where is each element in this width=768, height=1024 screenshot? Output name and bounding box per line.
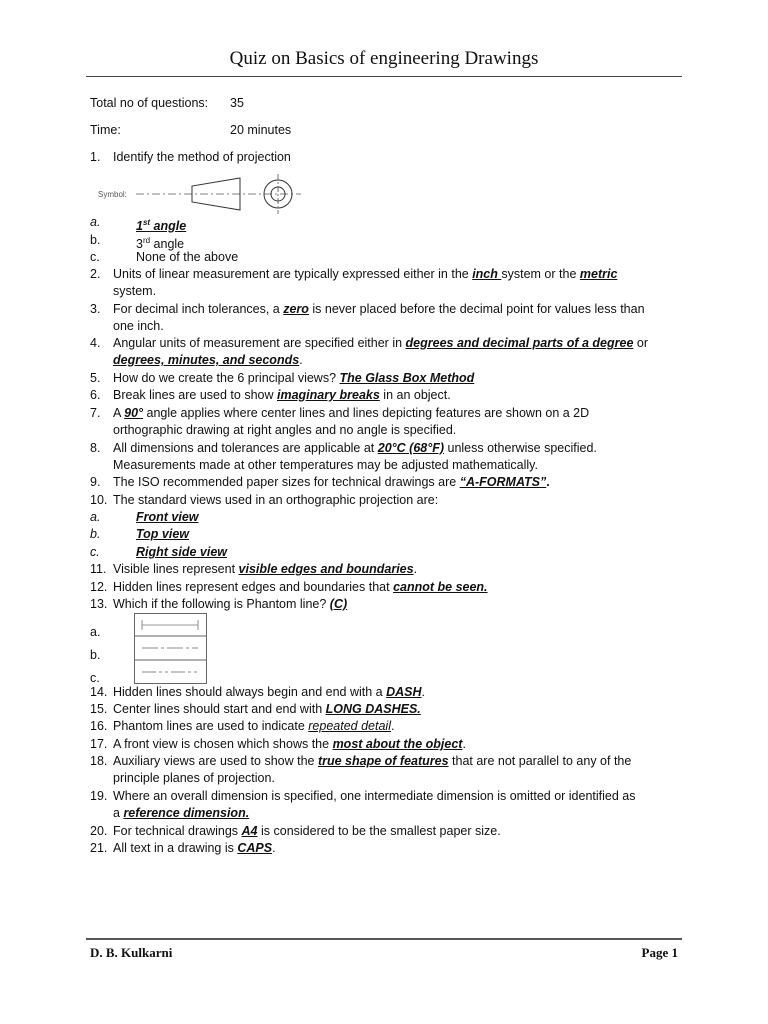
option-text: Top view — [136, 527, 190, 541]
question-text: Center lines should start and end with LONG DASHES. — [113, 702, 421, 716]
question-text: Visible lines represent visible edges and boundaries. — [113, 562, 418, 576]
question-number: 3. — [90, 302, 101, 316]
question-text: Break lines are used to show imaginary breaks in an object. — [113, 388, 451, 402]
question-text: For decimal inch tolerances, a zero is never placed before the decimal point for values less than — [113, 302, 645, 316]
question-text: A 90° angle applies where center lines and lines depicting features are shown on a 2D — [113, 406, 590, 420]
question-text: Hidden lines represent edges and boundaries that cannot be seen. — [113, 580, 488, 594]
question-text: All text in a drawing is CAPS. — [113, 841, 276, 855]
question-number: 17. — [90, 737, 108, 751]
question-text: Which if the following is Phantom line? (C) — [113, 597, 348, 611]
option-letter: c. — [90, 250, 100, 264]
question-text: degrees, minutes, and seconds. — [113, 353, 303, 367]
question-text: one inch. — [113, 319, 164, 333]
questions-label: Total no of questions: — [90, 96, 209, 110]
page-title: Quiz on Basics of engineering Drawings — [229, 48, 539, 69]
question-text: All dimensions and tolerances are applicable at 20°C (68°F) unless otherwise specified. — [113, 441, 597, 455]
question-text: Hidden lines should always begin and end with a DASH. — [113, 685, 426, 699]
option-letter: a. — [90, 510, 101, 524]
question-number: 9. — [90, 475, 101, 489]
question-text: Where an overall dimension is specified, one intermediate dimension is omitted or identified as — [113, 789, 636, 803]
question-number: 1. — [90, 150, 101, 164]
questions-value: 35 — [230, 96, 244, 110]
option-letter: b. — [90, 233, 101, 247]
question-number: 20. — [90, 824, 108, 838]
question-number: 13. — [90, 597, 108, 611]
question-number: 15. — [90, 702, 108, 716]
question-number: 2. — [90, 267, 101, 281]
question-text: Phantom lines are used to indicate repeated detail. — [113, 719, 395, 733]
question-text: The standard views used in an orthographic projection are: — [113, 493, 439, 507]
question-number: 7. — [90, 406, 101, 420]
question-number: 8. — [90, 441, 101, 455]
line-types-figure — [134, 613, 208, 685]
question-text: The ISO recommended paper sizes for technical drawings are “A-FORMATS”. — [113, 475, 550, 489]
question-number: 6. — [90, 388, 101, 402]
option-letter: b. — [90, 527, 101, 541]
question-text: Identify the method of projection — [113, 150, 291, 164]
question-number: 21. — [90, 841, 108, 855]
footer-page-number: Page 1 — [641, 945, 678, 960]
option-text: 1st angle — [136, 218, 187, 234]
option-letter: a. — [90, 625, 101, 639]
question-text: Auxiliary views are used to show the true shape of features that are not parallel to any of the — [113, 754, 632, 768]
question-text: For technical drawings A4 is considered to be the smallest paper size. — [113, 824, 501, 838]
symbol-label: Symbol: — [98, 190, 127, 199]
time-label: Time: — [90, 123, 121, 137]
option-text: Front view — [136, 510, 199, 524]
question-number: 4. — [90, 336, 101, 350]
option-text: None of the above — [136, 250, 239, 264]
option-text: Right side view — [136, 545, 227, 559]
question-text: orthographic drawing at right angles and no angle is specified. — [113, 423, 457, 437]
question-number: 10. — [90, 493, 108, 507]
question-number: 16. — [90, 719, 108, 733]
title-rule — [86, 76, 682, 77]
footer-author: D. B. Kulkarni — [90, 945, 173, 960]
question-number: 14. — [90, 685, 108, 699]
question-number: 12. — [90, 580, 108, 594]
footer-rule — [86, 938, 682, 940]
question-text: Units of linear measurement are typically expressed either in the inch system or the metric — [113, 267, 618, 281]
option-letter: c. — [90, 545, 100, 559]
question-text: How do we create the 6 principal views? The Glass Box Method — [113, 371, 475, 385]
question-text: system. — [113, 284, 157, 298]
question-text: Angular units of measurement are specified either in degrees and decimal parts of a degree or — [113, 336, 648, 350]
option-text: 3rd angle — [136, 236, 185, 252]
question-number: 19. — [90, 789, 108, 803]
question-number: 11. — [90, 562, 107, 576]
projection-symbol-figure — [96, 172, 306, 218]
figure-border — [135, 614, 207, 684]
question-text: a reference dimension. — [113, 806, 250, 820]
question-text: principle planes of projection. — [113, 771, 275, 785]
question-text: A front view is chosen which shows the most about the object. — [113, 737, 466, 751]
option-letter: c. — [90, 671, 100, 685]
question-number: 18. — [90, 754, 108, 768]
question-text: Measurements made at other temperatures may be adjusted mathematically. — [113, 458, 538, 472]
time-value: 20 minutes — [230, 123, 292, 137]
question-number: 5. — [90, 371, 101, 385]
option-letter: b. — [90, 648, 101, 662]
option-letter: a. — [90, 215, 101, 229]
